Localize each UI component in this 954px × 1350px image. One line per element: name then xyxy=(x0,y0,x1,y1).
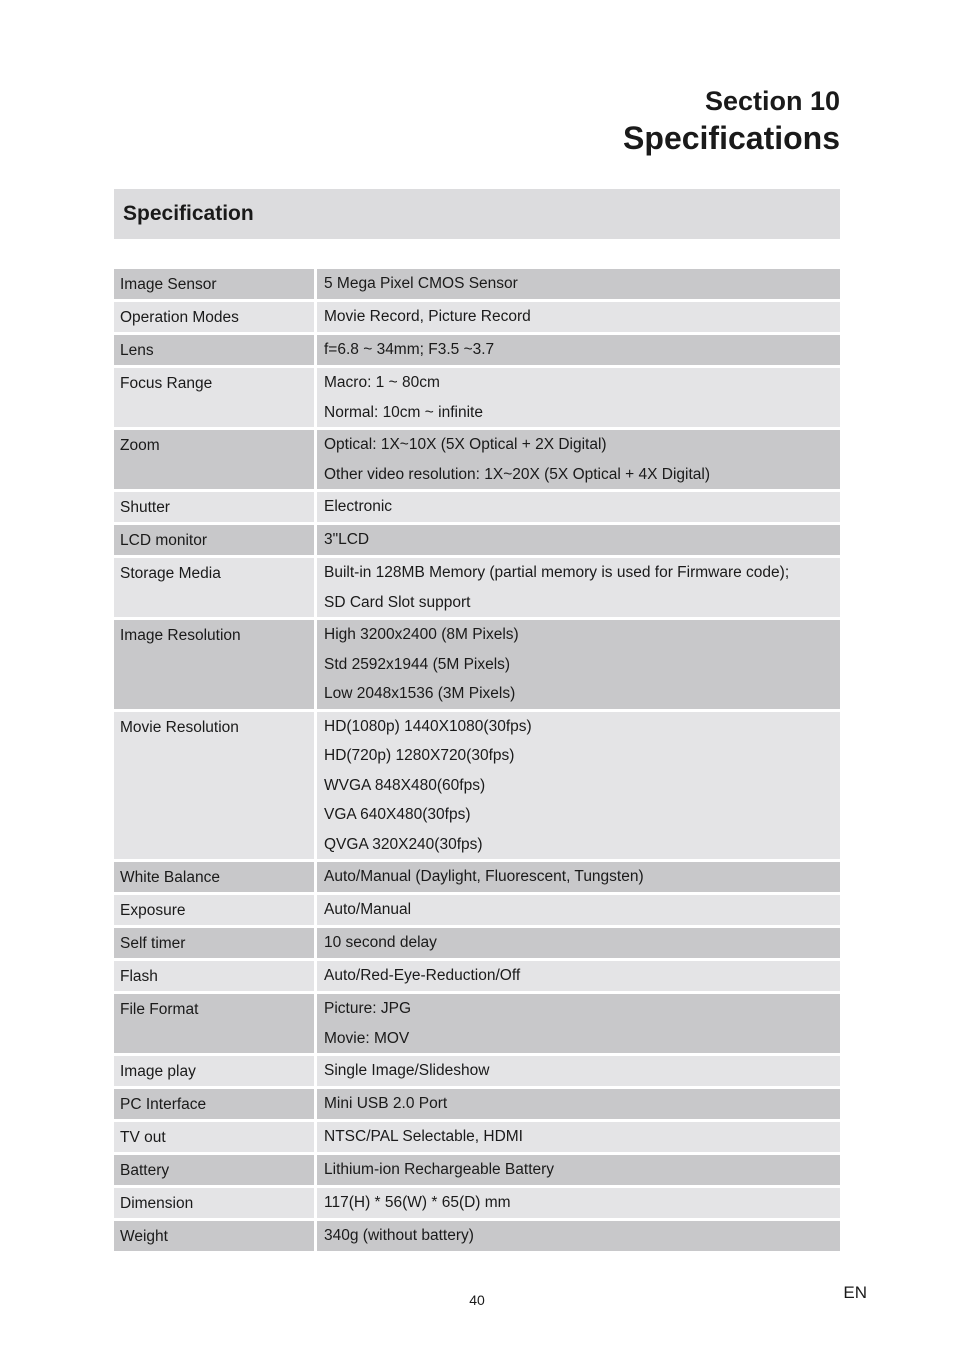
table-row xyxy=(114,1122,840,1155)
table-row xyxy=(114,928,840,961)
spec-value-line: Built-in 128MB Memory (partial memory is used for Firmware code); xyxy=(324,564,790,581)
spec-value-line: WVGA 848X480(60fps) xyxy=(324,776,486,794)
spec-value xyxy=(317,1155,840,1188)
spec-value xyxy=(317,862,840,895)
spec-value xyxy=(317,525,840,558)
spec-value-line: SD Card Slot support xyxy=(324,593,471,611)
table-row xyxy=(114,269,840,302)
specification-table-body xyxy=(114,269,840,1254)
language-code: EN xyxy=(843,1283,867,1302)
spec-value xyxy=(317,430,840,492)
spec-value-line: Mini USB 2.0 Port xyxy=(324,1095,448,1112)
spec-label: Image Sensor xyxy=(114,269,317,302)
spec-value-line: NTSC/PAL Selectable, HDMI xyxy=(324,1128,523,1145)
spec-label: Storage Media xyxy=(114,558,317,620)
spec-label: Zoom xyxy=(114,430,317,492)
spec-value-line: QVGA 320X240(30fps) xyxy=(324,835,483,853)
spec-value xyxy=(317,302,840,335)
spec-value xyxy=(317,1122,840,1155)
spec-value-line: 117(H) * 56(W) * 65(D) mm xyxy=(324,1194,511,1211)
spec-value xyxy=(317,492,840,525)
table-row xyxy=(114,1155,840,1188)
spec-label: Battery xyxy=(114,1155,317,1188)
spec-value-line: Movie Record, Picture Record xyxy=(324,308,531,325)
spec-label: File Format xyxy=(114,994,317,1056)
spec-value xyxy=(317,1089,840,1122)
spec-value-line: 3"LCD xyxy=(324,531,370,548)
spec-value-line: Auto/Manual xyxy=(324,901,412,918)
spec-value xyxy=(317,620,840,712)
table-row xyxy=(114,558,840,620)
spec-label: TV out xyxy=(114,1122,317,1155)
spec-label: PC Interface xyxy=(114,1089,317,1122)
spec-label: Operation Modes xyxy=(114,302,317,335)
spec-label: LCD monitor xyxy=(114,525,317,558)
spec-label: Lens xyxy=(114,335,317,368)
spec-label: Exposure xyxy=(114,895,317,928)
spec-value xyxy=(317,368,840,430)
spec-value-line: 5 Mega Pixel CMOS Sensor xyxy=(324,275,518,292)
specification-banner xyxy=(114,189,840,239)
spec-label: White Balance xyxy=(114,862,317,895)
table-row xyxy=(114,368,840,430)
table-row xyxy=(114,1089,840,1122)
table-row xyxy=(114,1188,840,1221)
table-row xyxy=(114,994,840,1056)
table-row xyxy=(114,712,840,863)
spec-value xyxy=(317,1056,840,1089)
spec-value xyxy=(317,1221,840,1254)
spec-label: Dimension xyxy=(114,1188,317,1221)
spec-label: Flash xyxy=(114,961,317,994)
spec-value-line: f=6.8 ~ 34mm; F3.5 ~3.7 xyxy=(324,341,495,358)
table-row xyxy=(114,430,840,492)
spec-value-line: 340g (without battery) xyxy=(324,1227,474,1244)
spec-value xyxy=(317,1188,840,1221)
spec-label: Weight xyxy=(114,1221,317,1254)
table-row xyxy=(114,525,840,558)
spec-label: Image Resolution xyxy=(114,620,317,712)
spec-value xyxy=(317,558,840,620)
spec-value-line: HD(1080p) 1440X1080(30fps) xyxy=(324,717,532,735)
spec-value-line: VGA 640X480(30fps) xyxy=(324,806,471,823)
spec-value-line: Macro: 1 ~ 80cm xyxy=(324,374,440,391)
spec-value xyxy=(317,961,840,994)
spec-value-line: Other video resolution: 1X~20X (5X Optical + 4X Digital) xyxy=(324,465,710,483)
table-row xyxy=(114,335,840,368)
spec-label: Movie Resolution xyxy=(114,712,317,863)
table-row xyxy=(114,895,840,928)
spec-value-line: Low 2048x1536 (3M Pixels) xyxy=(324,685,516,702)
page-title: Specifications xyxy=(623,120,840,156)
banner-title: Specification xyxy=(123,202,254,225)
spec-value xyxy=(317,928,840,961)
spec-value-line: Single Image/Slideshow xyxy=(324,1062,490,1079)
spec-value-line: Lithium-ion Rechargeable Battery xyxy=(324,1161,555,1178)
spec-value-line: Picture: JPG xyxy=(324,1000,411,1017)
spec-value-line: HD(720p) 1280X720(30fps) xyxy=(324,747,515,764)
spec-label: Focus Range xyxy=(114,368,317,430)
spec-value-line: High 3200x2400 (8M Pixels) xyxy=(324,626,519,643)
spec-label: Self timer xyxy=(114,928,317,961)
table-row xyxy=(114,620,840,712)
table-row xyxy=(114,302,840,335)
table-row xyxy=(114,1056,840,1089)
spec-value xyxy=(317,712,840,863)
page-number: 40 xyxy=(469,1292,485,1308)
specification-table xyxy=(114,269,840,1254)
spec-value-line: Normal: 10cm ~ infinite xyxy=(324,403,483,421)
spec-value-line: Auto/Manual (Daylight, Fluorescent, Tungsten) xyxy=(324,868,644,885)
spec-value-line: Movie: MOV xyxy=(324,1029,410,1047)
table-row xyxy=(114,492,840,525)
table-row xyxy=(114,1221,840,1254)
spec-value xyxy=(317,335,840,368)
spec-value-line: 10 second delay xyxy=(324,934,437,951)
page-header xyxy=(623,84,840,158)
section-number: Section 10 xyxy=(704,86,840,116)
spec-value-line: Electronic xyxy=(324,498,393,515)
spec-value xyxy=(317,994,840,1056)
spec-value-line: Auto/Red-Eye-Reduction/Off xyxy=(324,967,521,984)
spec-value-line: Optical: 1X~10X (5X Optical + 2X Digital) xyxy=(324,436,607,453)
spec-value xyxy=(317,269,840,302)
table-row xyxy=(114,862,840,895)
table-row xyxy=(114,961,840,994)
spec-label: Shutter xyxy=(114,492,317,525)
spec-label: Image play xyxy=(114,1056,317,1089)
spec-value xyxy=(317,895,840,928)
spec-value-line: Std 2592x1944 (5M Pixels) xyxy=(324,655,511,673)
